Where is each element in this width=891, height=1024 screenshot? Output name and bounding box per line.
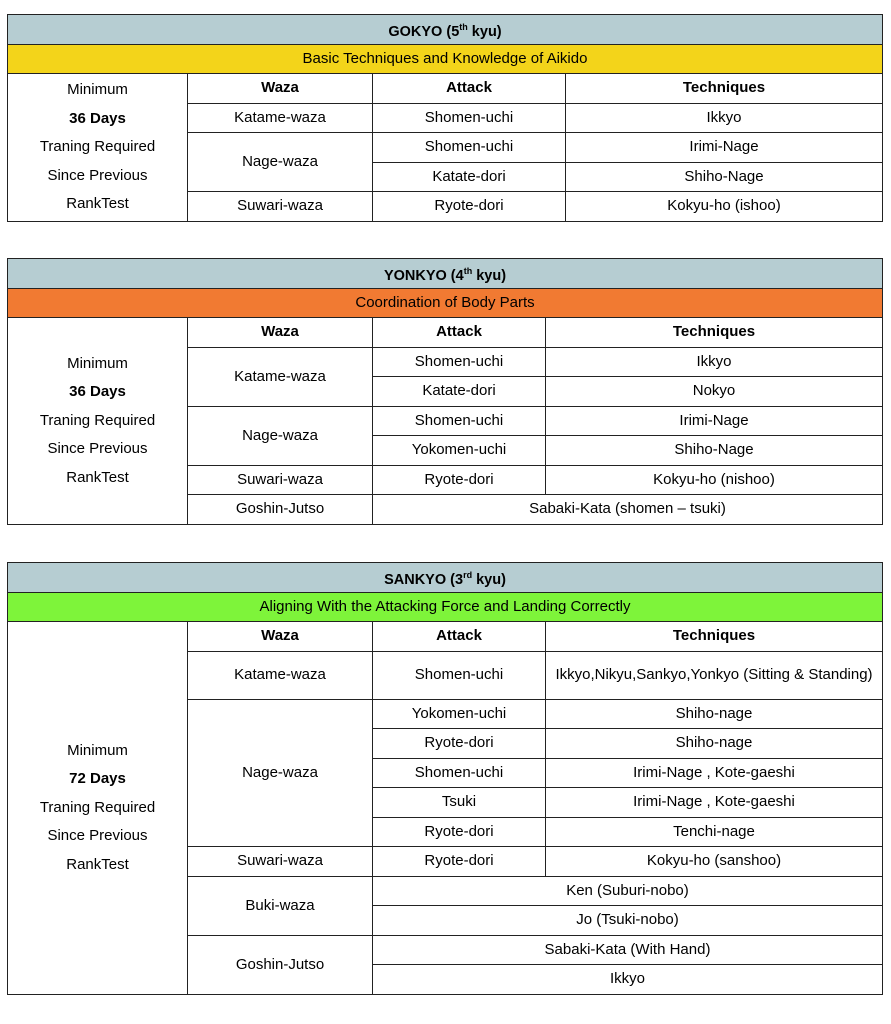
- rank-subtitle: Aligning With the Attacking Force and Landing Correctly: [8, 592, 883, 622]
- attack-cell: Shomen-uchi: [373, 103, 566, 133]
- attack-cell: Yokomen-uchi: [373, 436, 546, 466]
- waza-cell: Suwari-waza: [188, 192, 373, 222]
- technique-cell: Shiho-nage: [546, 729, 883, 759]
- rank-title: SANKYO (3rd kyu): [8, 563, 883, 593]
- training-requirement: Minimum 36 Days Traning Required Since Previous RankTest: [8, 74, 188, 222]
- technique-cell: Nokyo: [546, 377, 883, 407]
- waza-cell: Katame-waza: [188, 103, 373, 133]
- attack-cell: Shomen-uchi: [373, 406, 546, 436]
- technique-cell: Tenchi-nage: [546, 817, 883, 847]
- waza-cell: Buki-waza: [188, 876, 373, 935]
- gokyo-table: [7, 14, 883, 222]
- attack-cell: Shomen-uchi: [373, 651, 546, 699]
- technique-cell: Ikkyo,Nikyu,Sankyo,Yonkyo (Sitting & Standing): [546, 651, 883, 699]
- technique-cell: Irimi-Nage: [546, 406, 883, 436]
- attack-cell: Yokomen-uchi: [373, 699, 546, 729]
- technique-cell: Jo (Tsuki-nobo): [373, 906, 883, 936]
- header-attack: Attack: [373, 74, 566, 104]
- header-waza: Waza: [188, 318, 373, 348]
- technique-cell: Kokyu-ho (sanshoo): [546, 847, 883, 877]
- training-requirement: Minimum 72 Days Traning Required Since Previous RankTest: [8, 622, 188, 995]
- waza-cell: Suwari-waza: [188, 465, 373, 495]
- technique-cell: Ken (Suburi-nobo): [373, 876, 883, 906]
- waza-cell: Goshin-Jutso: [188, 495, 373, 525]
- attack-cell: Ryote-dori: [373, 192, 566, 222]
- technique-cell: Irimi-Nage: [566, 133, 883, 163]
- waza-cell: Katame-waza: [188, 651, 373, 699]
- header-techniques: Techniques: [566, 74, 883, 104]
- rank-subtitle: Coordination of Body Parts: [8, 288, 883, 318]
- technique-cell: Shiho-Nage: [546, 436, 883, 466]
- header-waza: Waza: [188, 74, 373, 104]
- header-attack: Attack: [373, 622, 546, 652]
- technique-cell: Sabaki-Kata (With Hand): [373, 935, 883, 965]
- technique-cell: Ikkyo: [546, 347, 883, 377]
- waza-cell: Suwari-waza: [188, 847, 373, 877]
- waza-cell: Nage-waza: [188, 133, 373, 192]
- technique-cell: Shiho-nage: [546, 699, 883, 729]
- technique-cell: Kokyu-ho (ishoo): [566, 192, 883, 222]
- attack-cell: Ryote-dori: [373, 847, 546, 877]
- technique-cell: Irimi-Nage , Kote-gaeshi: [546, 788, 883, 818]
- technique-cell: Shiho-Nage: [566, 162, 883, 192]
- technique-cell: Ikkyo: [373, 965, 883, 995]
- attack-cell: Shomen-uchi: [373, 347, 546, 377]
- training-requirement: Minimum 36 Days Traning Required Since Previous RankTest: [8, 318, 188, 525]
- attack-cell: Ryote-dori: [373, 729, 546, 759]
- technique-cell: Kokyu-ho (nishoo): [546, 465, 883, 495]
- header-attack: Attack: [373, 318, 546, 348]
- yonkyo-table: [7, 258, 883, 525]
- rank-subtitle: Basic Techniques and Knowledge of Aikido: [8, 44, 883, 74]
- technique-cell: Sabaki-Kata (shomen – tsuki): [373, 495, 883, 525]
- attack-cell: Katate-dori: [373, 377, 546, 407]
- technique-cell: Ikkyo: [566, 103, 883, 133]
- header-techniques: Techniques: [546, 622, 883, 652]
- waza-cell: Nage-waza: [188, 406, 373, 465]
- rank-title: YONKYO (4th kyu): [8, 259, 883, 289]
- technique-cell: Irimi-Nage , Kote-gaeshi: [546, 758, 883, 788]
- attack-cell: Katate-dori: [373, 162, 566, 192]
- rank-title: GOKYO (5th kyu): [8, 15, 883, 45]
- attack-cell: Shomen-uchi: [373, 133, 566, 163]
- attack-cell: Ryote-dori: [373, 465, 546, 495]
- waza-cell: Nage-waza: [188, 699, 373, 847]
- header-techniques: Techniques: [546, 318, 883, 348]
- header-waza: Waza: [188, 622, 373, 652]
- attack-cell: Tsuki: [373, 788, 546, 818]
- waza-cell: Katame-waza: [188, 347, 373, 406]
- attack-cell: Ryote-dori: [373, 817, 546, 847]
- waza-cell: Goshin-Jutso: [188, 935, 373, 994]
- attack-cell: Shomen-uchi: [373, 758, 546, 788]
- sankyo-table: [7, 562, 883, 995]
